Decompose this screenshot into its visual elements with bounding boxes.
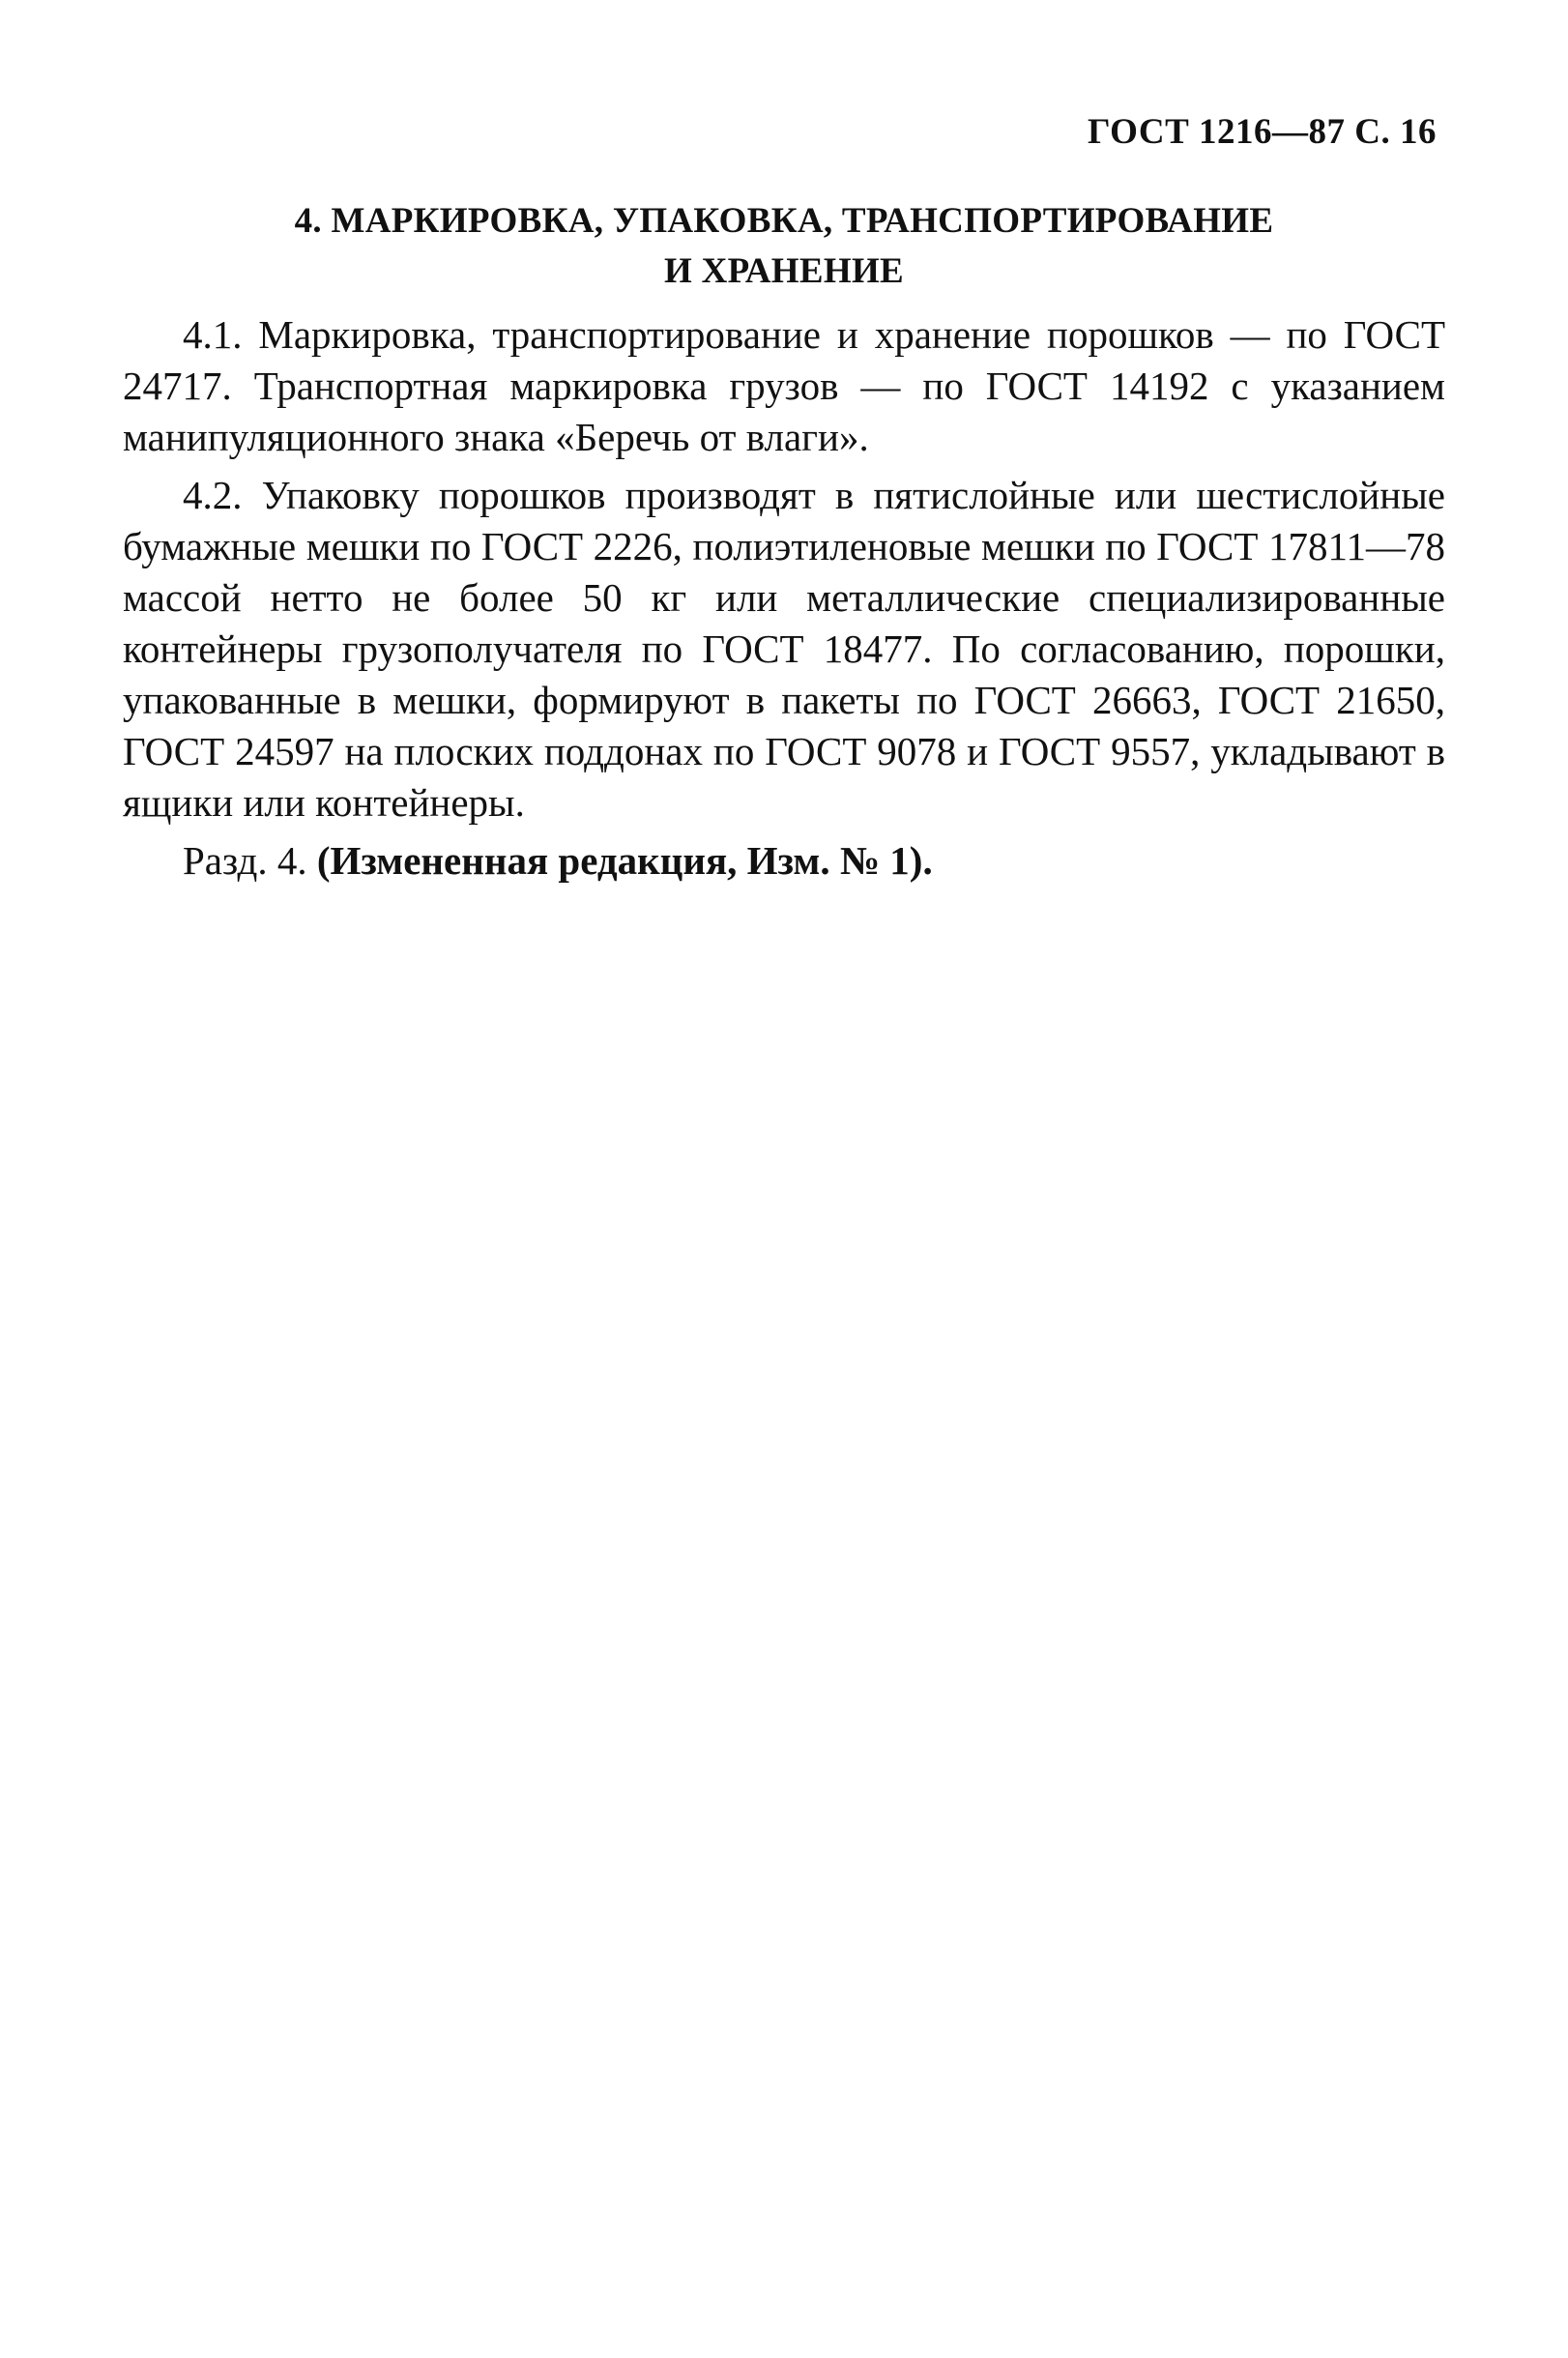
section-body — [123, 309, 1445, 887]
running-header: ГОСТ 1216—87 С. 16 — [1088, 112, 1437, 152]
section-title — [0, 196, 1568, 297]
paragraph-4-1: 4.1. Маркировка, транспортирование и хранение порошков — по ГОСТ 24717. Транспортная маркировка грузов — по ГОСТ 14192 с указанием манипуляционного знака «Беречь от влаги». — [123, 312, 1445, 459]
paragraph-4-2: 4.2. Упаковку порошков производят в пятислойные или шестислойные бумажные мешки по ГОСТ 2226, полиэтиленовые мешки по ГОСТ 17811—78 массой нетто не более 50 кг или металлические специализированные контейнеры грузополучателя по ГОСТ 18477. По согласованию, порошки, упакованные в мешки, формируют в пакеты по ГОСТ 26663, ГОСТ 21650, ГОСТ 24597 на плоских поддонах по ГОСТ 9078 и ГОСТ 9557, укладывают в ящики или контейнеры. — [123, 473, 1445, 825]
section-title-line-1: 4. МАРКИРОВКА, УПАКОВКА, ТРАНСПОРТИРОВАНИЕ — [294, 201, 1274, 241]
section-title-line-2: И ХРАНЕНИЕ — [663, 251, 905, 291]
revision-note-prefix: Разд. 4. — [183, 838, 307, 883]
revision-note — [123, 835, 1445, 887]
revision-note-text: (Измененная редакция, Изм. № 1). — [316, 838, 933, 883]
